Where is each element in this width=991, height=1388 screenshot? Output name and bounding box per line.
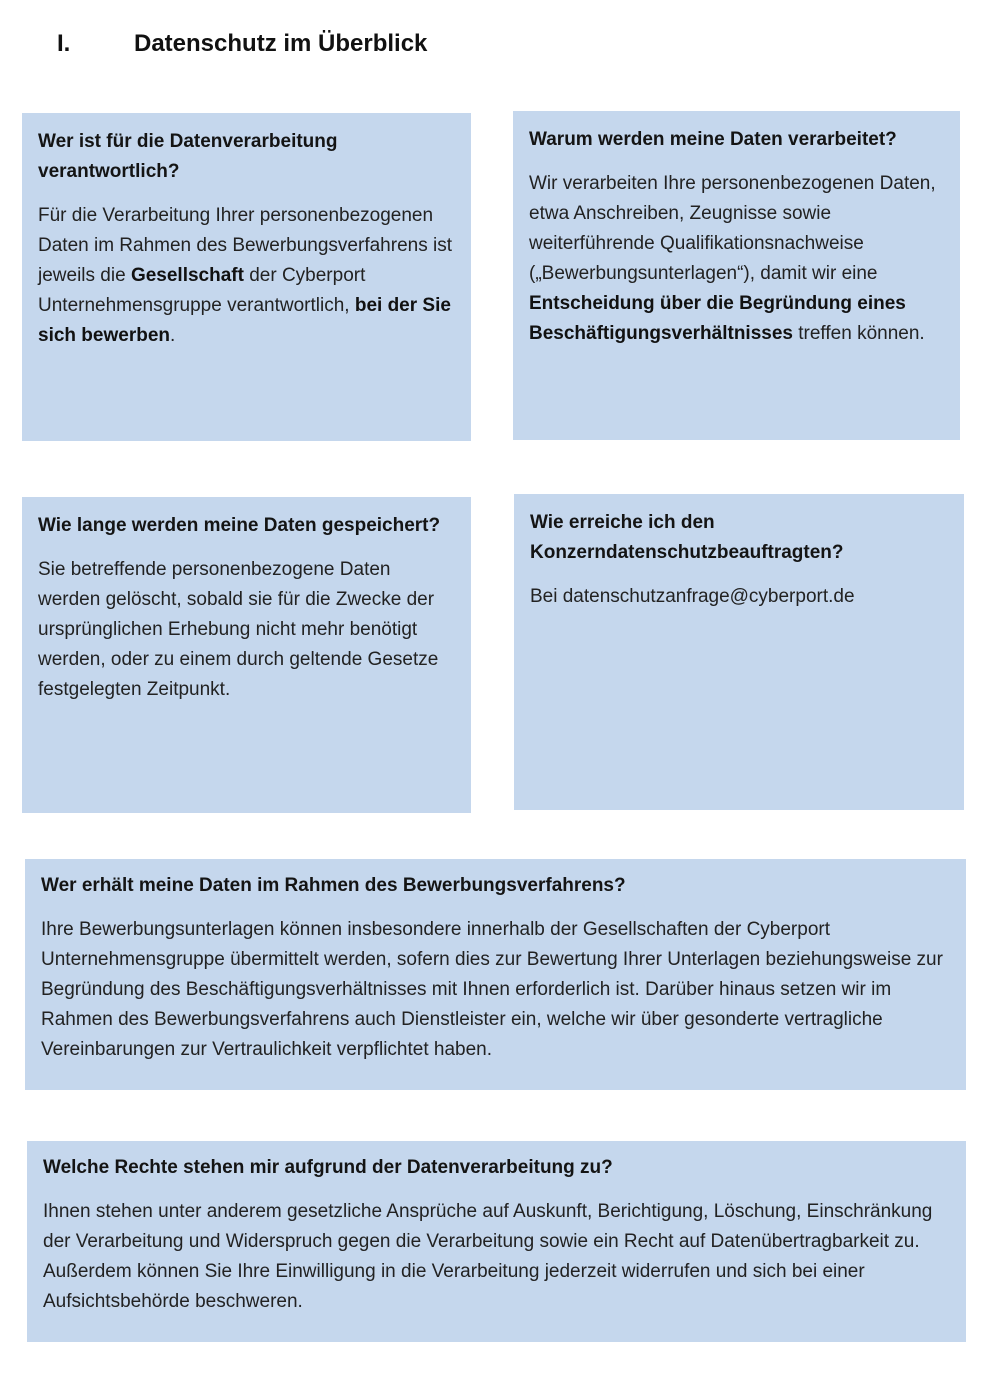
info-box-responsible [22, 113, 471, 441]
box-text [529, 169, 944, 349]
box-text: Ihre Bewerbungsunterlagen können insbesondere innerhalb der Gesellschaften der Cyberport Unternehmensgruppe übermittelt werden, sofern dies zur Bewertung Ihrer Unterlagen beziehungsweise zur Begründung des Beschäftigungsverhältnisses mit Ihnen erforderlich ist. Darüber hinaus setzen wir im Rahmen des Bewerbungsverfahrens auch Dienstleister ein, welche wir über gesonderte vertragliche Vereinbarungen zur Vertraulichkeit verpflichtet haben. [41, 919, 943, 1060]
info-box-purpose [513, 111, 960, 440]
emphasis-text: Gesellschaft [130, 265, 244, 286]
page-title [57, 30, 427, 58]
box-title: Welche Rechte stehen mir aufgrund der Datenverarbeitung zu? [43, 1157, 613, 1178]
emphasis-text: Entscheidung über die Begründung eines Beschäftigungsverhältnisses [529, 293, 906, 344]
text-segment: treffen können. [792, 323, 925, 344]
box-title: Wie erreiche ich den Konzerndatenschutzbeauftragten? [530, 512, 844, 563]
emphasis-text: bei der Sie sich bewerben [38, 295, 451, 346]
box-text: Ihnen stehen unter anderem gesetzliche Ansprüche auf Auskunft, Berichtigung, Löschung, Einschränkung der Verarbeitung und Widerspruch gegen die Verarbeitung sowie ein Recht auf Datenübertragbarkeit zu. Außerdem können Sie Ihre Einwilligung in die Verarbeitung jederzeit widerrufen und sich bei einer Aufsichtsbehörde beschweren. [43, 1201, 933, 1312]
box-title: Wer erhält meine Daten im Rahmen des Bewerbungsverfahrens? [41, 875, 626, 896]
text-segment: Wir verarbeiten Ihre personenbezogenen Daten, etwa Anschreiben, Zeugnisse sowie weiterführende Qualifikationsnachweise („Bewerbungsunterlagen“), damit wir eine [529, 173, 936, 284]
info-box-retention [22, 497, 471, 813]
box-title: Wie lange werden meine Daten gespeichert? [38, 515, 441, 536]
section-number: I. [57, 30, 71, 57]
text-segment: Für die Verarbeitung Ihrer personenbezogenen Daten im Rahmen des Bewerbungsverfahrens ist jeweils die [38, 205, 452, 286]
info-box-contact [514, 494, 964, 810]
box-title: Wer ist für die Datenverarbeitung verantwortlich? [38, 131, 338, 182]
info-box-recipients [25, 859, 966, 1090]
box-text [38, 201, 455, 351]
text-segment: . [170, 325, 176, 346]
box-text: Sie betreffende personenbezogene Daten werden gelöscht, sobald sie für die Zwecke der ursprünglichen Erhebung nicht mehr benötigt werden, oder zu einem durch geltende Gesetze festgelegten Zeitpunkt. [38, 559, 439, 700]
text-segment: der Cyberport Unternehmensgruppe verantwortlich, [38, 265, 366, 316]
box-text: Bei datenschutzanfrage@cyberport.de [530, 586, 855, 607]
section-title: Datenschutz im Überblick [134, 30, 428, 57]
info-box-rights [27, 1141, 966, 1342]
box-title: Warum werden meine Daten verarbeitet? [529, 129, 897, 150]
